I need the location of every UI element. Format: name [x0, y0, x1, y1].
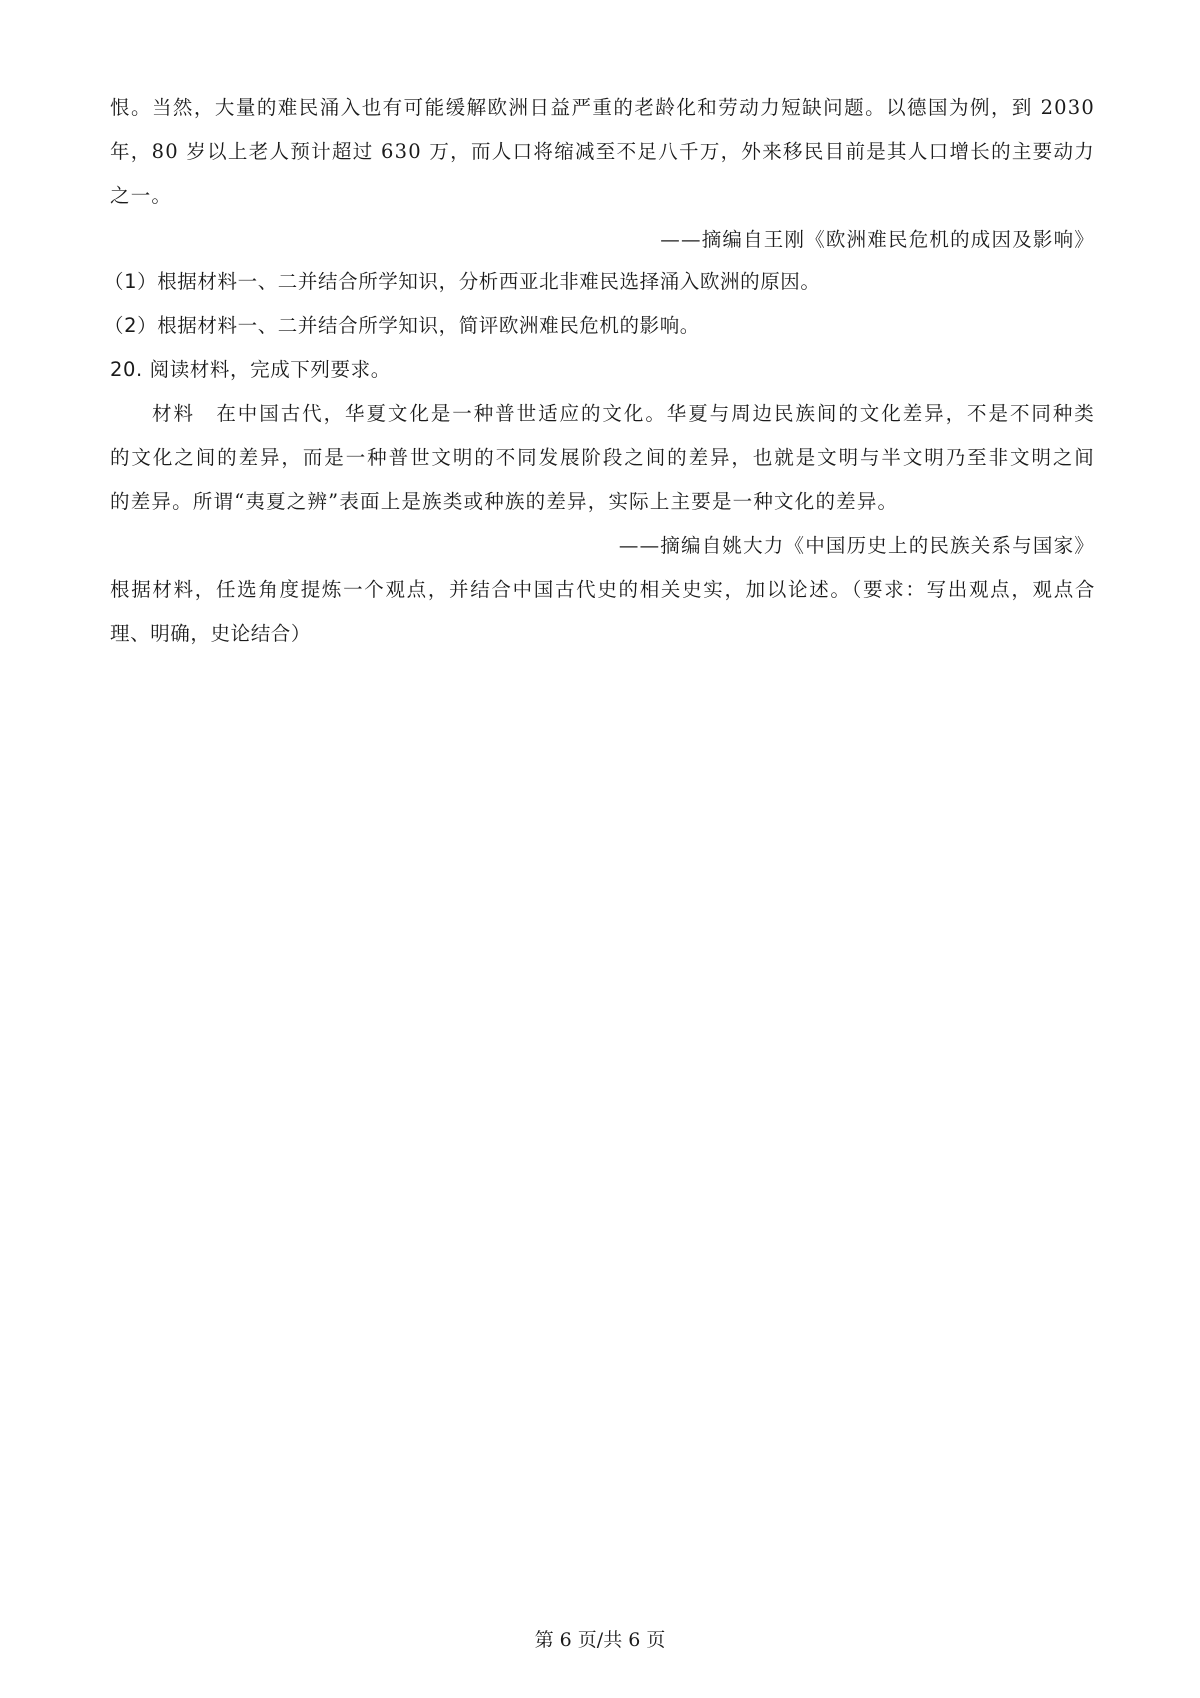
question-19-sub-2: （2）根据材料一、二并结合所学知识，简评欧洲难民危机的影响。 [104, 314, 700, 337]
question-20-material-line-1: 材料 在中国古代，华夏文化是一种普世适应的文化。华夏与周边民族间的文化差异，不是不同种类 [152, 402, 1095, 425]
page-number-footer: 第 6 页/共 6 页 [534, 1629, 666, 1651]
question-20-source: ——摘编自姚大力《中国历史上的民族关系与国家》 [618, 534, 1095, 557]
question-20-material-line-2: 的文化之间的差异，而是一种普世文明的不同发展阶段之间的差异，也就是文明与半文明乃至非文明之间 [110, 446, 1095, 469]
material-two-line-3: 之一。 [110, 184, 173, 207]
question-20-task-line-1: 根据材料，任选角度提炼一个观点，并结合中国古代史的相关史实，加以论述。（要求：写出观点，观点合 [110, 578, 1095, 601]
question-20-task-line-2: 理、明确，史论结合） [110, 622, 312, 645]
question-20-material-line-3: 的差异。所谓“夷夏之辨”表面上是族类或种族的差异，实际上主要是一种文化的差异。 [110, 490, 899, 513]
material-two-line-1: 恨。当然，大量的难民涌入也有可能缓解欧洲日益严重的老龄化和劳动力短缺问题。以德国为例，到 2030 [110, 96, 1095, 119]
question-19-sub-1: （1）根据材料一、二并结合所学知识，分析西亚北非难民选择涌入欧洲的原因。 [104, 270, 821, 293]
material-two-line-2: 年，80 岁以上老人预计超过 630 万，而人口将缩减至不足八千万，外来移民目前是其人口增长的主要动力 [110, 140, 1095, 163]
material-two-source: ——摘编自王刚《欧洲难民危机的成因及影响》 [660, 228, 1095, 251]
question-20-stem: 20. 阅读材料，完成下列要求。 [110, 358, 391, 381]
